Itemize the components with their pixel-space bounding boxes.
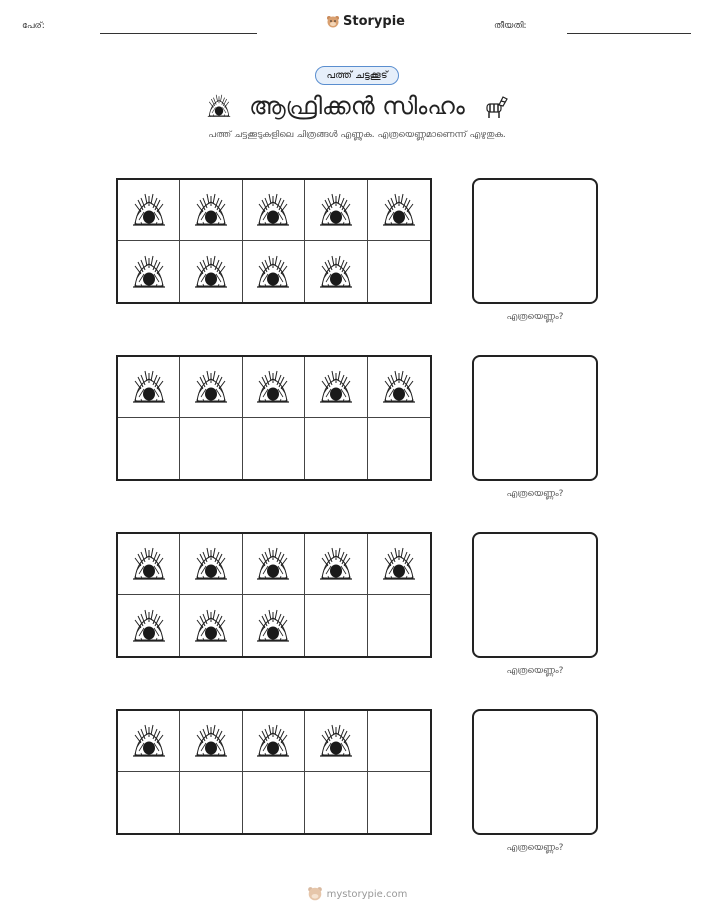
grass-bush-icon: [316, 192, 356, 228]
instructions: പത്ത് ചട്ടക്കൂടുകളിലെ ചിത്രങ്ങൾ എണ്ണുക. എത്രയെണ്ണമാണെന്ന് എഴുതുക.: [208, 130, 506, 140]
ten-frame-cell: [180, 595, 242, 656]
grass-bush-icon: [316, 723, 356, 759]
ten-frame-cell: [243, 534, 305, 595]
ten-frame-cell: [118, 241, 180, 302]
grass-bush-icon: [129, 254, 169, 290]
answer-box[interactable]: [472, 355, 598, 481]
ten-frame-cell: [305, 357, 367, 418]
grass-bush-icon: [191, 723, 231, 759]
grass-bush-icon: [191, 192, 231, 228]
grass-bush-icon: [191, 546, 231, 582]
bear-icon: [326, 15, 340, 29]
ten-frame-cell: [243, 418, 305, 479]
grass-bush-icon: [129, 723, 169, 759]
ten-frame-cell: [180, 241, 242, 302]
ten-frame-cell: [180, 711, 242, 772]
grass-bush-icon: [379, 369, 419, 405]
ten-frame-cell: [118, 418, 180, 479]
answer-box[interactable]: [472, 709, 598, 835]
how-many-label: എത്രയെണ്ണം?: [506, 312, 564, 322]
ten-frame-cell: [243, 241, 305, 302]
ten-frame-cell: [118, 357, 180, 418]
ten-frame-cell: [180, 357, 242, 418]
grass-bush-icon: [253, 546, 293, 582]
ten-frame-cell: [118, 772, 180, 833]
grass-bush-icon: [129, 192, 169, 228]
answer-box[interactable]: [472, 178, 598, 304]
how-many-label: എത്രയെണ്ണം?: [506, 843, 564, 853]
ten-frame-cell: [305, 241, 367, 302]
footer-url[interactable]: mystorypie.com: [326, 888, 408, 900]
grass-bush-icon: [129, 369, 169, 405]
zebra-icon: [481, 92, 509, 120]
ten-frame-cell: [243, 357, 305, 418]
grass-bush-icon: [253, 254, 293, 290]
brand-name: Storypie: [343, 14, 405, 29]
ten-frame-cell: [118, 534, 180, 595]
ten-frame-cell: [368, 418, 430, 479]
grass-bush-icon: [316, 546, 356, 582]
grass-bush-icon: [129, 546, 169, 582]
ten-frame-cell: [243, 772, 305, 833]
ten-frame-cell: [118, 595, 180, 656]
ten-frame-cell: [118, 711, 180, 772]
grass-bush-icon: [316, 254, 356, 290]
brand-logo: [326, 14, 405, 29]
grass-bush-icon: [253, 369, 293, 405]
worksheet-type-badge: പത്ത് ചട്ടക്കൂട്: [315, 66, 398, 85]
grass-bush-icon: [316, 369, 356, 405]
ten-frame-cell: [180, 180, 242, 241]
ten-frame: [116, 178, 432, 304]
grass-bush-icon: [253, 192, 293, 228]
grass-bush-icon: [191, 254, 231, 290]
footer: [307, 886, 408, 902]
name-label: പേര്:: [22, 21, 45, 31]
ten-frame-cell: [368, 711, 430, 772]
answer-box[interactable]: [472, 532, 598, 658]
bear-icon: [307, 886, 323, 902]
how-many-label: എത്രയെണ്ണം?: [506, 489, 564, 499]
ten-frame-cell: [243, 180, 305, 241]
date-label: തീയതി:: [494, 21, 527, 31]
how-many-label: എത്രയെണ്ണം?: [506, 666, 564, 676]
ten-frame-cell: [305, 772, 367, 833]
grass-bush-icon: [379, 546, 419, 582]
grass-bush-icon: [191, 369, 231, 405]
grass-bush-icon: [253, 608, 293, 644]
ten-frame-cell: [243, 711, 305, 772]
ten-frame-cell: [368, 534, 430, 595]
ten-frame-cell: [305, 711, 367, 772]
ten-frame-cell: [368, 772, 430, 833]
ten-frame-cell: [118, 180, 180, 241]
ten-frame-cell: [305, 180, 367, 241]
grass-bush-icon: [205, 93, 233, 119]
ten-frame-cell: [305, 418, 367, 479]
ten-frame-cell: [368, 241, 430, 302]
date-line[interactable]: [567, 33, 691, 34]
ten-frame-cell: [180, 534, 242, 595]
grass-bush-icon: [253, 723, 293, 759]
ten-frame: [116, 355, 432, 481]
ten-frame-cell: [243, 595, 305, 656]
grass-bush-icon: [379, 192, 419, 228]
grass-bush-icon: [191, 608, 231, 644]
grass-bush-icon: [129, 608, 169, 644]
ten-frame-cell: [180, 418, 242, 479]
ten-frame-cell: [368, 180, 430, 241]
name-line[interactable]: [100, 33, 257, 34]
ten-frame: [116, 532, 432, 658]
page-title: ആഫ്രിക്കൻ സിംഹം: [249, 92, 465, 120]
ten-frame-cell: [368, 595, 430, 656]
ten-frame-cell: [305, 534, 367, 595]
ten-frame-cell: [180, 772, 242, 833]
ten-frame-cell: [305, 595, 367, 656]
ten-frame-cell: [368, 357, 430, 418]
ten-frame: [116, 709, 432, 835]
